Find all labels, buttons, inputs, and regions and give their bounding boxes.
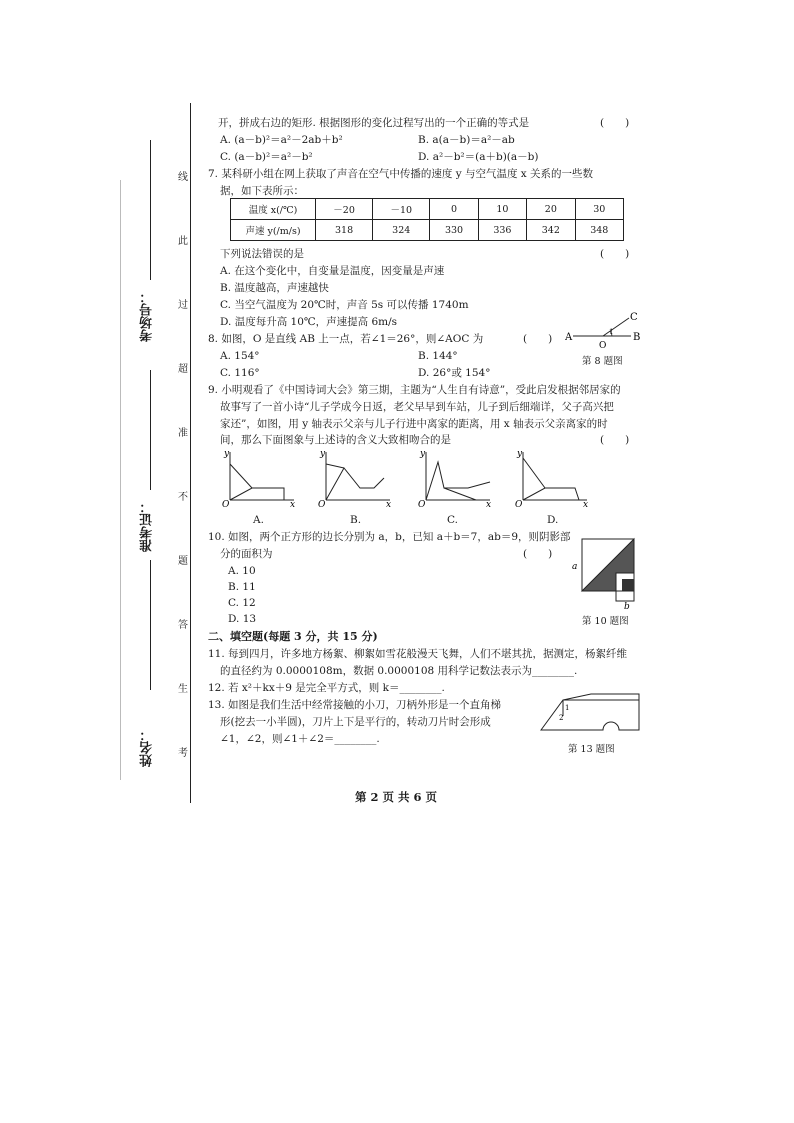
seal-char: 过 bbox=[178, 300, 188, 311]
q9-graph-b bbox=[318, 448, 394, 508]
q9-graph-c bbox=[418, 448, 494, 508]
q8-label-b: B bbox=[633, 332, 641, 343]
q9-graph-a bbox=[222, 448, 298, 508]
q11-line1: 11. 每到四月，许多地方杨絮、柳絮如雪花般漫天飞舞，人们不堪其扰，据测定，杨絮纤维 bbox=[208, 648, 628, 660]
q8-option-a: A. 154° bbox=[220, 350, 260, 362]
q9-graph-d-label: D. bbox=[547, 514, 559, 526]
table-cell: 348 bbox=[575, 220, 623, 241]
q8-label-c: C bbox=[630, 312, 638, 323]
table-cell: 330 bbox=[430, 220, 478, 241]
table-cell: －20 bbox=[316, 199, 373, 220]
q7-data-table bbox=[230, 198, 624, 241]
axis-label-y: y bbox=[420, 449, 426, 459]
q9-line3: 家还”，如图，用 y 轴表示父亲与儿子行进中离家的距离，用 x 轴表示父亲离家的时 bbox=[220, 418, 608, 430]
q10-option-c: C. 12 bbox=[228, 597, 256, 609]
q8-option-d: D. 26°或 154° bbox=[418, 367, 491, 379]
page-footer: 第 2 页 共 6 页 bbox=[355, 790, 438, 804]
q13-line1: 13. 如图是我们生活中经常接触的小刀，刀柄外形是一个直角梯 bbox=[208, 699, 502, 711]
exam-room-label: 考场号： bbox=[140, 290, 155, 342]
axis-label-x: x bbox=[583, 500, 589, 508]
seal-char: 此 bbox=[178, 236, 188, 247]
q6-option-d: D. a²－b²＝(a＋b)(a－b) bbox=[418, 151, 539, 163]
q7-option-c: C. 当空气温度为 20℃时，声音 5s 可以传播 1740m bbox=[220, 299, 469, 311]
q12-text: 12. 若 x²＋kx＋9 是完全平方式，则 k＝________. bbox=[208, 682, 445, 694]
q8-option-b: B. 144° bbox=[418, 350, 458, 362]
name-label: 姓名： bbox=[140, 728, 155, 767]
seal-char: 不 bbox=[178, 492, 188, 503]
q9-graph-a-label: A. bbox=[253, 514, 264, 526]
table-cell: 342 bbox=[527, 220, 575, 241]
ticket-blank bbox=[150, 370, 151, 490]
seal-char: 准 bbox=[178, 428, 188, 439]
q10-option-b: B. 11 bbox=[228, 581, 256, 593]
q8-label-1: 1 bbox=[609, 328, 614, 336]
q6-option-a: A. (a－b)²＝a²－2ab＋b² bbox=[220, 134, 343, 146]
axis-label-x: x bbox=[486, 500, 492, 508]
q7-ask: 下列说法错误的是 bbox=[220, 248, 304, 260]
q6-stem: 开，拼成右边的矩形. 根据图形的变化过程写出的一个正确的等式是 bbox=[218, 117, 530, 129]
q10-label-b: b bbox=[624, 602, 630, 611]
ticket-label: 准考证： bbox=[140, 500, 155, 552]
table-cell: 30 bbox=[575, 199, 623, 220]
q8-option-c: C. 116° bbox=[220, 367, 260, 379]
section-heading: 二、填空题(每题 3 分，共 15 分) bbox=[208, 630, 378, 643]
seal-char: 题 bbox=[178, 556, 188, 567]
q8-caption: 第 8 题图 bbox=[582, 356, 623, 367]
table-cell: 10 bbox=[478, 199, 526, 220]
q10-caption: 第 10 题图 bbox=[582, 616, 629, 627]
q7-option-a: A. 在这个变化中，自变量是温度，因变量是声速 bbox=[220, 265, 445, 277]
q9-graph-d bbox=[515, 448, 591, 508]
axis-label-origin: O bbox=[418, 500, 426, 508]
axis-label-origin: O bbox=[222, 500, 230, 508]
q9-line4: 间，那么下面图象与上述诗的含义大致相吻合的是 bbox=[220, 434, 451, 446]
seal-char: 超 bbox=[178, 364, 188, 375]
seal-char: 生 bbox=[178, 684, 188, 695]
axis-label-origin: O bbox=[318, 500, 326, 508]
q7-paren: ( ) bbox=[600, 248, 630, 260]
axis-label-x: x bbox=[386, 500, 392, 508]
axis-label-y: y bbox=[517, 449, 523, 459]
q7-option-d: D. 温度每升高 10℃，声速提高 6m/s bbox=[220, 316, 398, 328]
q8-label-o: O bbox=[599, 341, 607, 350]
table-row bbox=[231, 220, 624, 241]
q11-line2: 的直径约为 0.0000108m，数据 0.0000108 用科学记数法表示为________. bbox=[220, 665, 578, 677]
q10-paren: ( ) bbox=[523, 548, 553, 560]
q9-graph-b-label: B. bbox=[350, 514, 362, 526]
q8-paren: ( ) bbox=[523, 333, 553, 345]
q8-figure bbox=[565, 308, 645, 350]
q6-option-c: C. (a－b)²＝a²－b² bbox=[220, 151, 313, 163]
table-cell: 0 bbox=[430, 199, 478, 220]
table-cell: 318 bbox=[316, 220, 373, 241]
q6-paren: ( ) bbox=[600, 117, 630, 129]
table-cell: 20 bbox=[527, 199, 575, 220]
q10-option-a: A. 10 bbox=[228, 565, 256, 577]
table-cell: 声速 y(/m/s) bbox=[231, 220, 316, 241]
q13-figure bbox=[535, 690, 645, 735]
q6-option-b: B. a(a－b)＝a²－ab bbox=[418, 134, 515, 146]
q9-line1: 9. 小明观看了《中国诗词大会》第三期，主题为“人生自有诗意”，受此启发根据邻居家的 bbox=[208, 384, 621, 396]
q7-stem-line2: 据，如下表所示： bbox=[220, 185, 304, 197]
table-cell: －10 bbox=[373, 199, 430, 220]
ticket-blank-lower bbox=[150, 560, 151, 690]
axis-label-origin: O bbox=[515, 500, 523, 508]
q9-graph-c-label: C. bbox=[447, 514, 458, 526]
outer-left-border bbox=[120, 180, 121, 780]
seal-char: 线 bbox=[178, 172, 188, 183]
q9-paren: ( ) bbox=[600, 434, 630, 446]
q13-caption: 第 13 题图 bbox=[568, 744, 615, 755]
q10-line2: 分的面积为 bbox=[220, 548, 273, 560]
q13-label-1: 1 bbox=[565, 704, 570, 712]
q10-line1: 10. 如图，两个正方形的边长分别为 a，b，已知 a＋b＝7，ab＝9，则阴影部 bbox=[208, 531, 571, 543]
table-cell: 324 bbox=[373, 220, 430, 241]
seal-char: 考 bbox=[178, 748, 188, 759]
q8-stem: 8. 如图，O 是直线 AB 上一点，若∠1＝26°，则∠AOC 为 bbox=[208, 333, 484, 345]
axis-label-y: y bbox=[224, 449, 230, 459]
axis-label-y: y bbox=[320, 449, 326, 459]
table-row bbox=[231, 199, 624, 220]
seal-char: 答 bbox=[178, 620, 188, 631]
table-cell: 336 bbox=[478, 220, 526, 241]
axis-label-x: x bbox=[290, 500, 296, 508]
q7-option-b: B. 温度越高，声速越快 bbox=[220, 282, 329, 294]
q13-line3: ∠1，∠2，则∠1＋∠2＝________. bbox=[220, 733, 380, 745]
q13-line2: 形(挖去一小半圆)，刀片上下是平行的，转动刀片时会形成 bbox=[220, 716, 491, 728]
binding-border-line bbox=[190, 103, 191, 803]
q7-stem-line1: 7. 某科研小组在网上获取了声音在空气中传播的速度 y 与空气温度 x 关系的一些数 bbox=[208, 168, 594, 180]
q9-line2: 故事写了一首小诗“儿子学成今日返，老父早早到车站，儿子到后细端详，父子高兴把 bbox=[220, 401, 614, 413]
q8-label-a: A bbox=[565, 332, 573, 343]
exam-room-blank bbox=[150, 140, 151, 280]
table-cell: 温度 x(/℃) bbox=[231, 199, 316, 220]
q13-label-2: 2 bbox=[559, 714, 564, 722]
q10-figure bbox=[570, 535, 650, 611]
q10-option-d: D. 13 bbox=[228, 613, 257, 625]
q10-label-a: a bbox=[572, 562, 578, 572]
